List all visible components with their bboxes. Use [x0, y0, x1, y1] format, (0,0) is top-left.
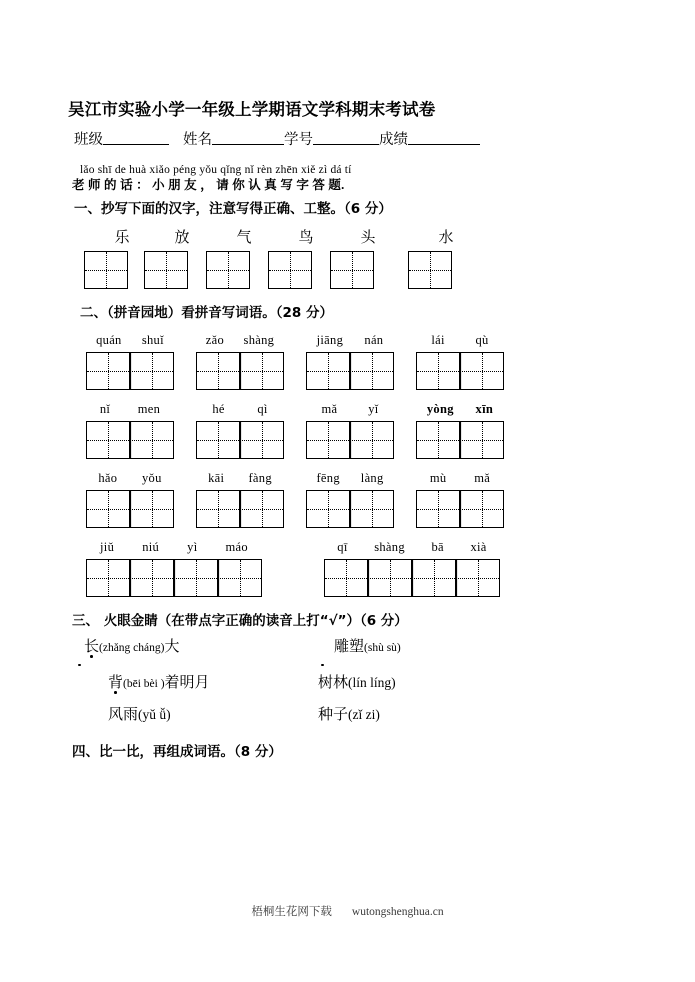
pinyin-word: [86, 333, 174, 348]
pinyin-syllable: shàng: [243, 332, 275, 347]
tianzige-cell[interactable]: [460, 352, 504, 390]
pinyin-syllable: quán: [96, 332, 122, 347]
tianzige-cell[interactable]: [460, 421, 504, 459]
pinyin-options[interactable]: (zǐ zi): [348, 706, 380, 722]
field-score: [379, 133, 480, 149]
pinyin-syllable: máo: [225, 539, 248, 554]
pinyin-word: [416, 471, 504, 486]
answer-box-group[interactable]: [86, 421, 174, 459]
dotted-char: 背: [108, 674, 124, 691]
pinyin-options[interactable]: (yǔ ǚ): [138, 706, 171, 722]
section-3-item-4[interactable]: [318, 674, 396, 692]
pinyin-syllable: qù: [475, 332, 489, 347]
section-4-heading: 四、比一比，再组成词语。（8 分）: [72, 743, 282, 760]
tianzige-cell[interactable]: [306, 352, 350, 390]
copy-character: 气: [236, 229, 252, 246]
pinyin-syllable: zǎo: [205, 332, 225, 347]
field-class-label: 班级: [74, 131, 103, 148]
field-name-input[interactable]: [212, 144, 284, 145]
pinyin-options[interactable]: (lín líng): [348, 674, 396, 690]
pinyin-word: [324, 540, 500, 555]
pinyin-prompt-row: [68, 333, 627, 348]
pinyin-syllable: fēng: [316, 470, 340, 485]
pinyin-syllable: jiǔ: [100, 539, 115, 554]
pinyin-word: [306, 471, 394, 486]
tianzige-cell[interactable]: [460, 490, 504, 528]
pinyin-syllable: yǐ: [368, 401, 379, 416]
tianzige-cell[interactable]: [416, 352, 460, 390]
pinyin-prompt-row: [68, 402, 627, 417]
answer-box-group[interactable]: [206, 251, 250, 289]
answer-box-group[interactable]: [416, 352, 504, 390]
pinyin-syllable: qì: [257, 401, 268, 416]
pinyin-syllable: xià: [470, 539, 487, 554]
header-fields: [68, 133, 627, 149]
section-3-row-3: [68, 706, 627, 724]
section-2-heading: 二、（拼音园地）看拼音写词语。（28 分）: [80, 304, 333, 321]
answer-box-group[interactable]: [306, 421, 394, 459]
tianzige-cell[interactable]: [306, 490, 350, 528]
pinyin-syllable: hǎo: [98, 470, 118, 485]
pinyin-syllable: kāi: [208, 470, 225, 485]
section-3-item-6[interactable]: [318, 706, 380, 724]
tianzige-cell[interactable]: [368, 559, 412, 597]
answer-box-group[interactable]: [324, 559, 500, 597]
field-student-id-input[interactable]: [313, 144, 379, 145]
pinyin-options[interactable]: (shù sù): [364, 641, 401, 654]
section-3-row-1: [68, 638, 627, 656]
copy-character: 水: [438, 229, 454, 246]
tianzige-cell[interactable]: [240, 421, 284, 459]
pinyin-syllable: qī: [337, 539, 348, 554]
answer-box-group[interactable]: [144, 251, 188, 289]
pinyin-options[interactable]: (bēi bèi ): [123, 677, 165, 690]
tianzige-cell[interactable]: [306, 421, 350, 459]
pinyin-word: [196, 333, 284, 348]
pinyin-syllable: yòng: [426, 401, 454, 416]
answer-box-group[interactable]: [84, 251, 128, 289]
pinyin-syllable: bā: [431, 539, 444, 554]
pinyin-word: [196, 402, 284, 417]
answer-box-group[interactable]: [196, 352, 284, 390]
footer-watermark: [0, 903, 695, 919]
section-3-heading: 三、 火眼金睛（在带点字正确的读音上打“√”）（6 分）: [72, 612, 408, 629]
tianzige-cell[interactable]: [84, 251, 128, 289]
tianzige-cell[interactable]: [268, 251, 312, 289]
pinyin-syllable: jiāng: [316, 332, 344, 347]
tianzige-cell[interactable]: [86, 421, 130, 459]
dotted-char: 长: [84, 638, 100, 655]
tianzige-cell[interactable]: [86, 490, 130, 528]
emphasis-dot: [321, 664, 324, 667]
field-student-id-label: 学号: [284, 131, 313, 148]
pinyin-syllable: shàng: [374, 539, 405, 554]
pinyin-syllable: yǒu: [141, 470, 162, 485]
teacher-note-pinyin: lǎo shī de huà xiǎo péng yǒu qǐng nǐ rèn zhēn xiě zì dá tí: [80, 163, 352, 176]
section-2-body: [68, 333, 627, 597]
pinyin-options[interactable]: (zhǎng cháng): [99, 641, 165, 654]
answer-box-group[interactable]: [268, 251, 312, 289]
tianzige-cell[interactable]: [174, 559, 218, 597]
answer-box-group[interactable]: [416, 421, 504, 459]
tianzige-cell[interactable]: [240, 352, 284, 390]
section-3-row-2: [68, 674, 627, 692]
section-3-item-2[interactable]: [334, 638, 401, 656]
answer-box-group[interactable]: [86, 559, 262, 597]
tianzige-cell[interactable]: [324, 559, 368, 597]
section-3-item-3[interactable]: [108, 674, 318, 692]
tianzige-cell[interactable]: [350, 352, 394, 390]
copy-character: 放: [174, 229, 190, 246]
section-3-dot-marks: [68, 658, 627, 672]
tianzige-cell[interactable]: [86, 559, 130, 597]
tianzige-cell[interactable]: [130, 421, 174, 459]
footer-site-name: 梧桐生花网下载: [251, 906, 332, 918]
answer-box-row: [68, 559, 627, 597]
field-student-id: [284, 133, 379, 149]
field-class-input[interactable]: [103, 144, 169, 145]
field-name: [183, 133, 284, 149]
tianzige-cell[interactable]: [144, 251, 188, 289]
answer-box-group[interactable]: [408, 251, 452, 289]
pinyin-word: [196, 471, 284, 486]
tianzige-cell[interactable]: [456, 559, 500, 597]
tianzige-cell[interactable]: [330, 251, 374, 289]
tianzige-cell[interactable]: [196, 421, 240, 459]
word-chars: 雕塑: [334, 638, 365, 655]
section-1-heading: 一、抄写下面的汉字，注意写得正确、工整。（6 分）: [74, 201, 392, 218]
pinyin-syllable: niú: [142, 539, 160, 554]
field-score-input[interactable]: [408, 144, 480, 145]
pinyin-prompt-row: [68, 471, 627, 486]
suffix-char: 大: [164, 638, 180, 655]
tianzige-cell[interactable]: [240, 490, 284, 528]
copy-character: 头: [360, 229, 376, 246]
tianzige-cell[interactable]: [130, 352, 174, 390]
pinyin-syllable: mǎ: [321, 401, 338, 416]
pinyin-syllable: men: [137, 401, 161, 416]
pinyin-syllable: làng: [360, 470, 384, 485]
emphasis-dot: [78, 664, 81, 667]
tianzige-cell[interactable]: [416, 490, 460, 528]
section-1-grid: [68, 251, 627, 289]
pinyin-syllable: mǎ: [474, 470, 491, 485]
pinyin-syllable: shuǐ: [141, 332, 164, 347]
teacher-note: [68, 163, 627, 194]
pinyin-word: [416, 402, 504, 417]
pinyin-syllable: mù: [429, 470, 447, 485]
tianzige-cell[interactable]: [206, 251, 250, 289]
pinyin-prompt-row: [68, 540, 627, 555]
section-3-item-5[interactable]: [108, 706, 318, 724]
tianzige-cell[interactable]: [412, 559, 456, 597]
suffix-char: 着明月: [164, 674, 210, 691]
pinyin-word: [416, 333, 504, 348]
answer-box-group[interactable]: [86, 352, 174, 390]
field-score-label: 成绩: [379, 131, 408, 148]
answer-box-group[interactable]: [416, 490, 504, 528]
tianzige-cell[interactable]: [86, 352, 130, 390]
tianzige-cell[interactable]: [350, 421, 394, 459]
answer-box-group[interactable]: [86, 490, 174, 528]
word-chars: 树林: [318, 674, 349, 691]
answer-box-group[interactable]: [306, 490, 394, 528]
tianzige-cell[interactable]: [196, 490, 240, 528]
tianzige-cell[interactable]: [218, 559, 262, 597]
pinyin-syllable: xīn: [475, 401, 494, 416]
pinyin-syllable: yì: [187, 539, 198, 554]
word-chars: 种子: [318, 706, 349, 723]
answer-box-group[interactable]: [330, 251, 374, 289]
word-chars: 风雨: [108, 706, 139, 723]
answer-box-row: [68, 421, 627, 459]
pinyin-syllable: hé: [212, 401, 225, 416]
section-3-item-1[interactable]: [84, 638, 334, 656]
pinyin-word: [86, 540, 262, 555]
pinyin-word: [86, 471, 174, 486]
copy-character: 鸟: [298, 229, 314, 246]
section-1-characters: [68, 226, 627, 247]
pinyin-syllable: nǐ: [99, 401, 111, 416]
pinyin-syllable: lái: [431, 332, 445, 347]
page-title: 吴江市实验小学一年级上学期语文学科期末考试卷: [68, 100, 436, 119]
pinyin-syllable: fàng: [248, 470, 272, 485]
field-name-label: 姓名: [183, 131, 212, 148]
answer-box-group[interactable]: [196, 490, 284, 528]
answer-box-group[interactable]: [196, 421, 284, 459]
answer-box-group[interactable]: [306, 352, 394, 390]
pinyin-syllable: nán: [364, 332, 384, 347]
tianzige-cell[interactable]: [130, 559, 174, 597]
tianzige-cell[interactable]: [130, 490, 174, 528]
tianzige-cell[interactable]: [416, 421, 460, 459]
teacher-note-hanzi: 老 师 的 话 ： 小 朋 友 ， 请 你 认 真 写 字 答 题.: [72, 178, 345, 193]
pinyin-word: [306, 402, 394, 417]
answer-box-row: [68, 490, 627, 528]
field-class: [74, 133, 169, 149]
answer-box-row: [68, 352, 627, 390]
pinyin-word: [86, 402, 174, 417]
footer-site-url: wutongshenghua.cn: [351, 906, 444, 918]
tianzige-cell[interactable]: [196, 352, 240, 390]
pinyin-word: [306, 333, 394, 348]
tianzige-cell[interactable]: [350, 490, 394, 528]
tianzige-cell[interactable]: [408, 251, 452, 289]
copy-character: 乐: [114, 229, 130, 246]
